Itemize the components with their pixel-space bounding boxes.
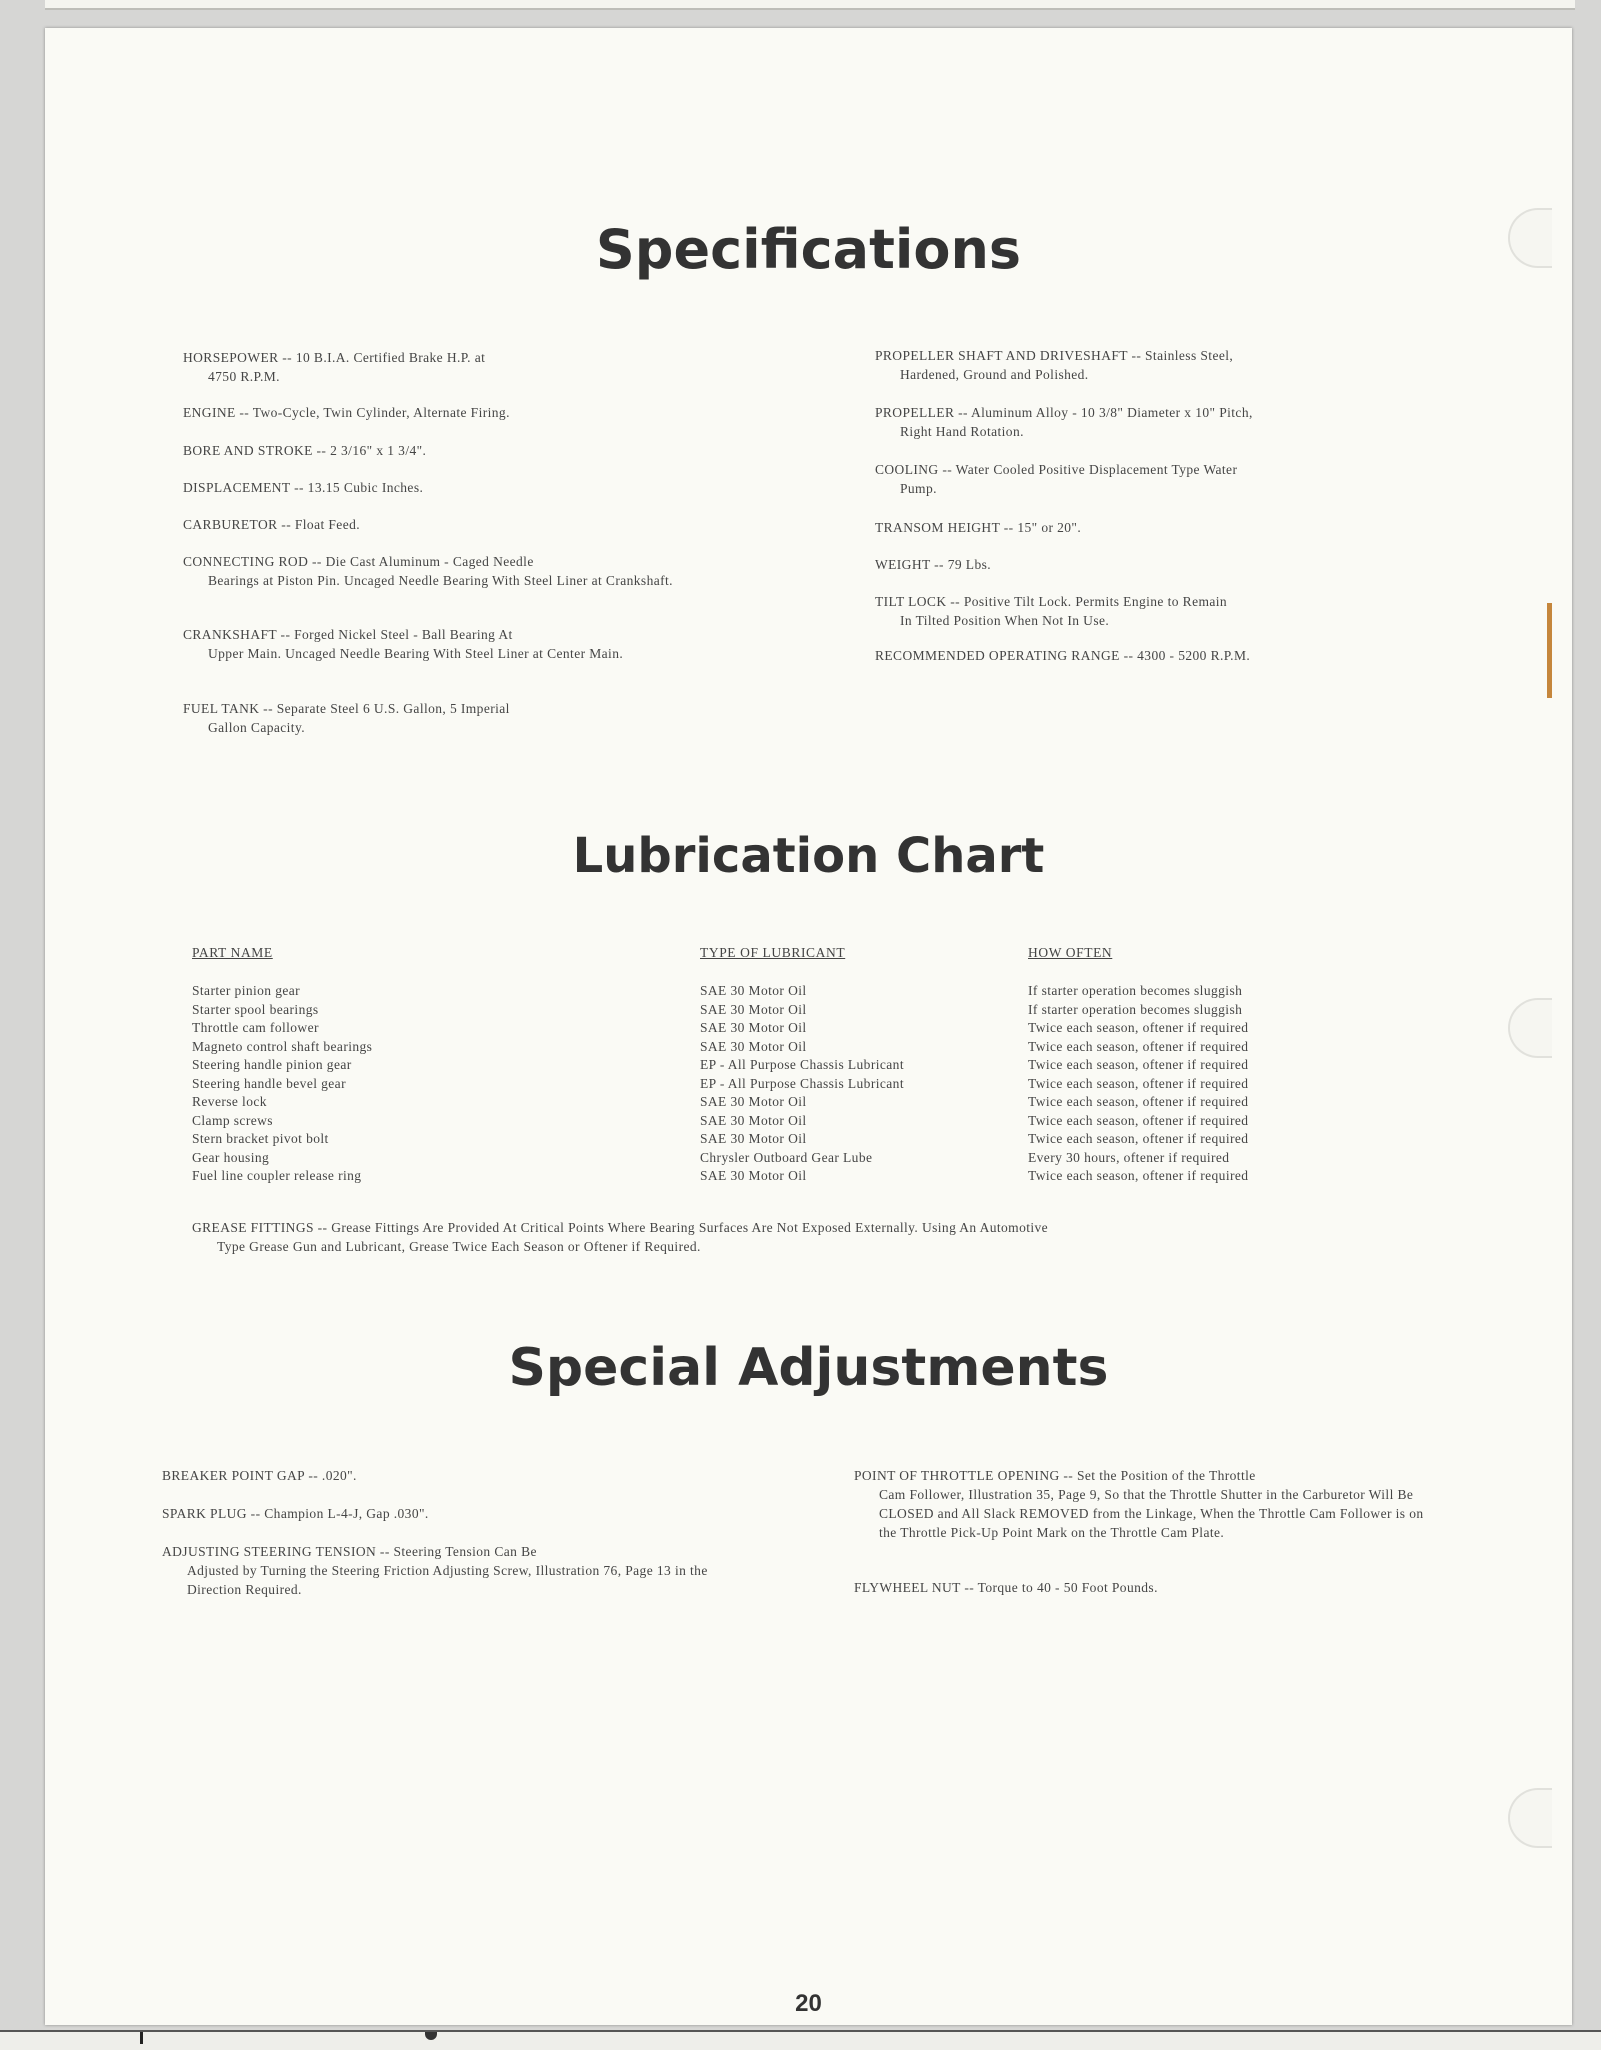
lube-cell-how: Twice each season, oftener if required [1028,1094,1249,1109]
spec-continuation: Adjusted by Turning the Steering Friction Adjusting Screw, Illustration 76, Page 13 in the Direction Required. [187,1563,708,1597]
lube-type-column [700,982,904,1186]
spec-label: CARBURETOR -- [183,517,292,532]
spec-continuation: 4750 R.P.M. [208,369,280,384]
lube-cell-type: SAE 30 Motor Oil [700,1038,807,1054]
spec-continuation: Bearings at Piston Pin. Uncaged Needle Bearing With Steel Liner at Crankshaft. [208,573,673,588]
spec-label: HORSEPOWER -- [183,350,293,365]
col-header-type: TYPE OF LUBRICANT [700,945,846,960]
spec-value: Stainless Steel, [1145,348,1234,363]
lube-cell-part: Starter spool bearings [192,1001,319,1017]
lube-cell-type: SAE 30 Motor Oil [700,1001,807,1017]
grease-cont: Type Grease Gun and Lubricant, Grease Twice Each Season or Oftener if Required. [217,1239,701,1254]
spec-label: FUEL TANK -- [183,701,273,716]
grease-text: Grease Fittings Are Provided At Critical Points Where Bearing Surfaces Are Not Exposed Externally. Using An Automotive [331,1220,1049,1235]
lube-cell-how: If starter operation becomes sluggish [1028,983,1243,998]
spec-entry [162,1504,712,1523]
spec-value: 15" or 20". [1017,520,1082,535]
spec-label: CRANKSHAFT -- [183,627,291,642]
spec-label: DISPLACEMENT -- [183,480,304,495]
lube-cell-how: If starter operation becomes sluggish [1028,1001,1243,1017]
lube-part-column [192,982,372,1186]
spec-label: TILT LOCK -- [875,594,961,609]
lube-cell-type: SAE 30 Motor Oil [700,1168,807,1183]
spec-label: BORE AND STROKE -- [183,443,327,458]
spec-value: Separate Steel 6 U.S. Gallon, 5 Imperial [276,701,510,716]
lube-cell-part: Gear housing [192,1149,270,1165]
spec-entry [875,460,1435,498]
spec-value: 4300 - 5200 R.P.M. [1137,648,1251,663]
spec-entry [875,555,1435,574]
lube-cell-type: EP - All Purpose Chassis Lubricant [700,1057,904,1072]
spec-value: 2 3/16" x 1 3/4". [330,443,427,458]
spec-continuation: Pump. [900,481,937,496]
adjustments-title: Special Adjustments [508,1338,1109,1398]
spec-label: BREAKER POINT GAP -- [162,1468,319,1483]
binding-mark [1547,603,1552,698]
spec-entry [854,1466,1444,1542]
spec-label: CONNECTING ROD -- [183,554,322,569]
spec-value: Forged Nickel Steel - Ball Bearing At [294,627,513,642]
spec-entry [183,699,713,737]
spec-value: Torque to 40 - 50 Foot Pounds. [977,1580,1158,1595]
spec-label: ADJUSTING STEERING TENSION -- [162,1544,390,1559]
grease-label: GREASE FITTINGS -- [192,1220,328,1235]
spec-label: WEIGHT -- [875,557,944,572]
lube-cell-part: Starter pinion gear [192,983,301,998]
specifications-title: Specifications [595,218,1022,281]
lube-cell-type: SAE 30 Motor Oil [700,1020,807,1035]
next-page-edge [0,2030,1601,2050]
spec-value: Die Cast Aluminum - Caged Needle [325,554,534,569]
lube-cell-type: SAE 30 Motor Oil [700,1131,807,1146]
binder-hole [1508,998,1552,1058]
lube-cell-type: SAE 30 Motor Oil [700,983,807,998]
spec-value: Water Cooled Positive Displacement Type Water [955,462,1238,477]
spec-continuation: Hardened, Ground and Polished. [900,367,1089,382]
spec-value: Float Feed. [294,517,361,532]
spec-entry [162,1466,712,1485]
spec-label: RECOMMENDED OPERATING RANGE -- [875,648,1134,663]
spec-continuation: In Tilted Position When Not In Use. [900,613,1110,628]
spec-label: POINT OF THROTTLE OPENING -- [854,1468,1074,1483]
lube-cell-part: Steering handle bevel gear [192,1075,346,1091]
lube-cell-how: Twice each season, oftener if required [1028,1131,1249,1146]
spec-label: FLYWHEEL NUT -- [854,1580,975,1595]
spec-entry [875,346,1435,384]
spec-entry [183,625,713,663]
lube-cell-how: Twice each season, oftener if required [1028,1112,1249,1128]
spec-label: TRANSOM HEIGHT -- [875,520,1014,535]
spec-entry [183,515,713,534]
spec-continuation: Upper Main. Uncaged Needle Bearing With Steel Liner at Center Main. [208,646,624,661]
lube-cell-how: Twice each season, oftener if required [1028,1168,1249,1183]
grease-fittings-note [192,1218,1462,1256]
spec-label: ENGINE -- [183,405,250,420]
lube-cell-how: Every 30 hours, oftener if required [1028,1149,1230,1165]
spec-entry [183,441,713,460]
spec-label: PROPELLER -- [875,405,968,420]
spec-value: Positive Tilt Lock. Permits Engine to Remain [963,594,1228,609]
lube-cell-part: Magneto control shaft bearings [192,1038,373,1054]
lube-cell-type: EP - All Purpose Chassis Lubricant [700,1075,904,1091]
document-page [45,28,1572,2025]
lube-cell-part: Fuel line coupler release ring [192,1168,362,1183]
lubrication-title: Lubrication Chart [572,828,1045,884]
lube-cell-how: Twice each season, oftener if required [1028,1020,1249,1035]
spec-entry [854,1578,1444,1597]
spec-entry [875,592,1435,630]
spec-entry [183,552,713,590]
spec-value: 79 Lbs. [947,557,992,572]
lube-cell-part: Reverse lock [192,1094,267,1109]
lube-cell-part: Stern bracket pivot bolt [192,1131,329,1146]
lube-cell-part: Steering handle pinion gear [192,1057,352,1072]
lube-cell-how: Twice each season, oftener if required [1028,1057,1249,1072]
lube-cell-type: SAE 30 Motor Oil [700,1094,807,1109]
lube-cell-how: Twice each season, oftener if required [1028,1075,1249,1091]
spec-value: Two-Cycle, Twin Cylinder, Alternate Firing. [252,405,510,420]
col-header-how: HOW OFTEN [1028,945,1113,960]
spec-value: .020". [321,1468,357,1483]
spec-entry [183,403,713,422]
lube-cell-part: Clamp screws [192,1112,273,1128]
spec-continuation: Cam Follower, Illustration 35, Page 9, So that the Throttle Shutter in the Carburetor Will Be CLOSED and All Slack REMOVED from the Linkage, When the Throttle Cam Follower is on the Throttle Pick-Up Point Mark on the Throttle Cam Plate. [879,1487,1424,1540]
lube-cell-how: Twice each season, oftener if required [1028,1038,1249,1054]
spec-value: Champion L-4-J, Gap .030". [264,1506,429,1521]
binder-hole [1508,1788,1552,1848]
spec-entry [875,646,1435,665]
spec-value: 13.15 Cubic Inches. [307,480,424,495]
spec-entry [183,348,713,386]
spec-label: COOLING -- [875,462,953,477]
lube-cell-part: Throttle cam follower [192,1020,319,1035]
lube-cell-type: SAE 30 Motor Oil [700,1112,807,1128]
lube-cell-type: Chrysler Outboard Gear Lube [700,1149,873,1165]
spec-continuation: Right Hand Rotation. [900,424,1024,439]
spec-entry [875,403,1435,441]
page-number: 20 [795,1990,822,2017]
spec-entry [183,478,713,497]
spec-value: Steering Tension Can Be [393,1544,537,1559]
spec-entry [875,518,1435,537]
spec-entry [162,1542,712,1599]
spec-label: PROPELLER SHAFT AND DRIVESHAFT -- [875,348,1142,363]
spec-label: SPARK PLUG -- [162,1506,261,1521]
spec-value: Set the Position of the Throttle [1076,1468,1256,1483]
lube-how-column [1028,982,1248,1186]
spec-value: Aluminum Alloy - 10 3/8" Diameter x 10" Pitch, [970,405,1253,420]
spec-value: 10 B.I.A. Certified Brake H.P. at [295,350,486,365]
col-header-part: PART NAME [192,945,273,960]
spec-continuation: Gallon Capacity. [208,720,305,735]
previous-page-edge [45,0,1575,10]
